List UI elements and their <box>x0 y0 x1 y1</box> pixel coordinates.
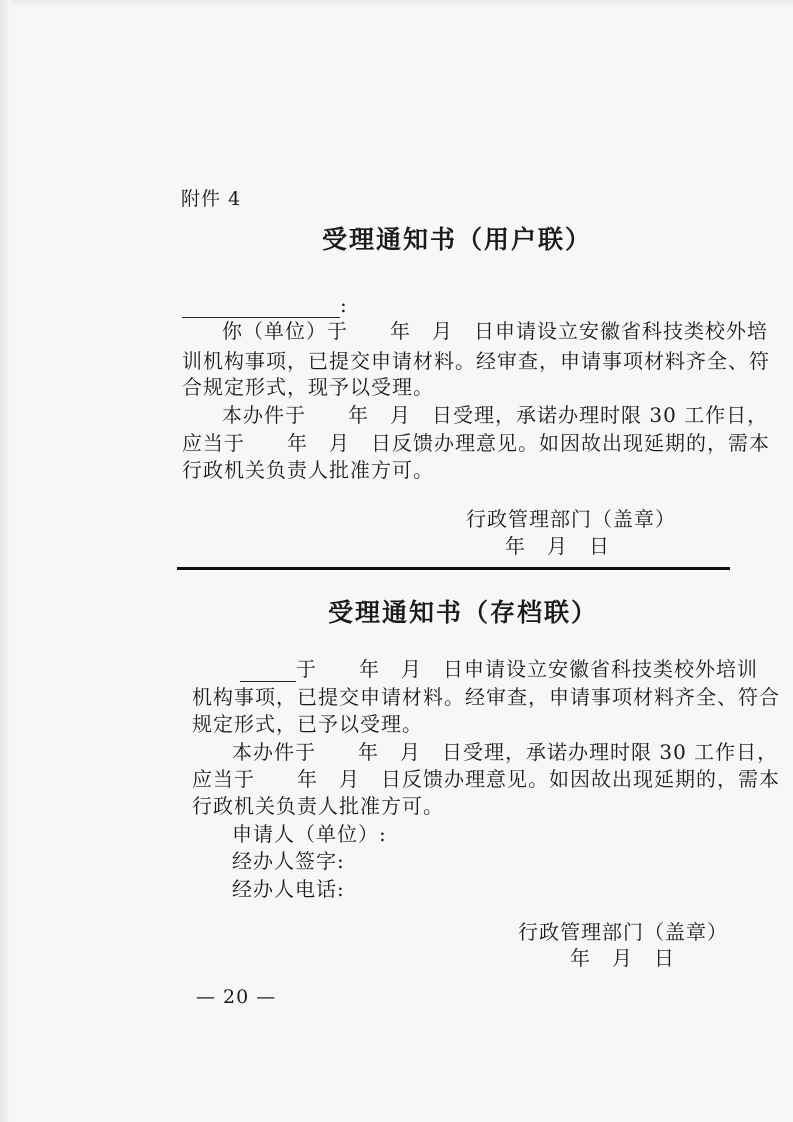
scan-shadow-top <box>0 0 793 8</box>
archive-copy-title: 受理通知书（存档联） <box>328 598 599 627</box>
user-date: 年 月 日 <box>505 534 610 558</box>
applicant-label: 申请人（单位）: <box>232 822 387 846</box>
addressee-blank <box>182 297 340 318</box>
archive-para1-line1-text: 于 年 月 日申请设立安徽省科技类校外培训 <box>296 657 758 681</box>
user-para2-line1: 本办件于 年 月 日受理，承诺办理时限 30 工作日， <box>222 403 769 427</box>
user-para1-line2: 训机构事项，已提交申请材料。经审查，申请事项材料齐全、符 <box>182 349 770 373</box>
archive-para2-line1: 本办件于 年 月 日受理，承诺办理时限 30 工作日， <box>232 740 779 764</box>
addressee-colon: : <box>340 293 348 317</box>
attachment-label: 附件 4 <box>181 188 242 210</box>
scan-shadow-left <box>0 0 10 1122</box>
user-copy-title: 受理通知书（用户联） <box>322 225 593 254</box>
user-para1-line3: 合规定形式，现予以受理。 <box>182 375 434 399</box>
archive-date: 年 月 日 <box>570 946 675 970</box>
user-para2-line3: 行政机关负责人批准方可。 <box>182 458 434 482</box>
archive-para2-line2: 应当于 年 月 日反馈办理意见。如因故出现延期的，需本 <box>192 767 780 791</box>
page-number: — 20 — <box>196 986 277 1008</box>
archive-para1-line1 <box>240 656 758 682</box>
archive-issuer: 行政管理部门（盖章） <box>518 920 728 944</box>
addressee-line <box>182 292 348 318</box>
handler-signature-label: 经办人签字: <box>232 849 345 873</box>
user-para2-line2: 应当于 年 月 日反馈办理意见。如因故出现延期的，需本 <box>182 431 770 455</box>
handler-phone-label: 经办人电话: <box>232 877 345 901</box>
section-divider <box>177 567 730 570</box>
archive-para1-line2: 机构事项，已提交申请材料。经审查，申请事项材料齐全、符合 <box>192 685 780 709</box>
archive-para1-line3: 规定形式，已予以受理。 <box>192 712 423 736</box>
archive-applicant-blank <box>240 661 296 682</box>
user-para1-line1: 你（单位）于 年 月 日申请设立安徽省科技类校外培 <box>222 319 768 343</box>
user-issuer: 行政管理部门（盖章） <box>466 507 676 531</box>
archive-para2-line3: 行政机关负责人批准方可。 <box>192 794 444 818</box>
